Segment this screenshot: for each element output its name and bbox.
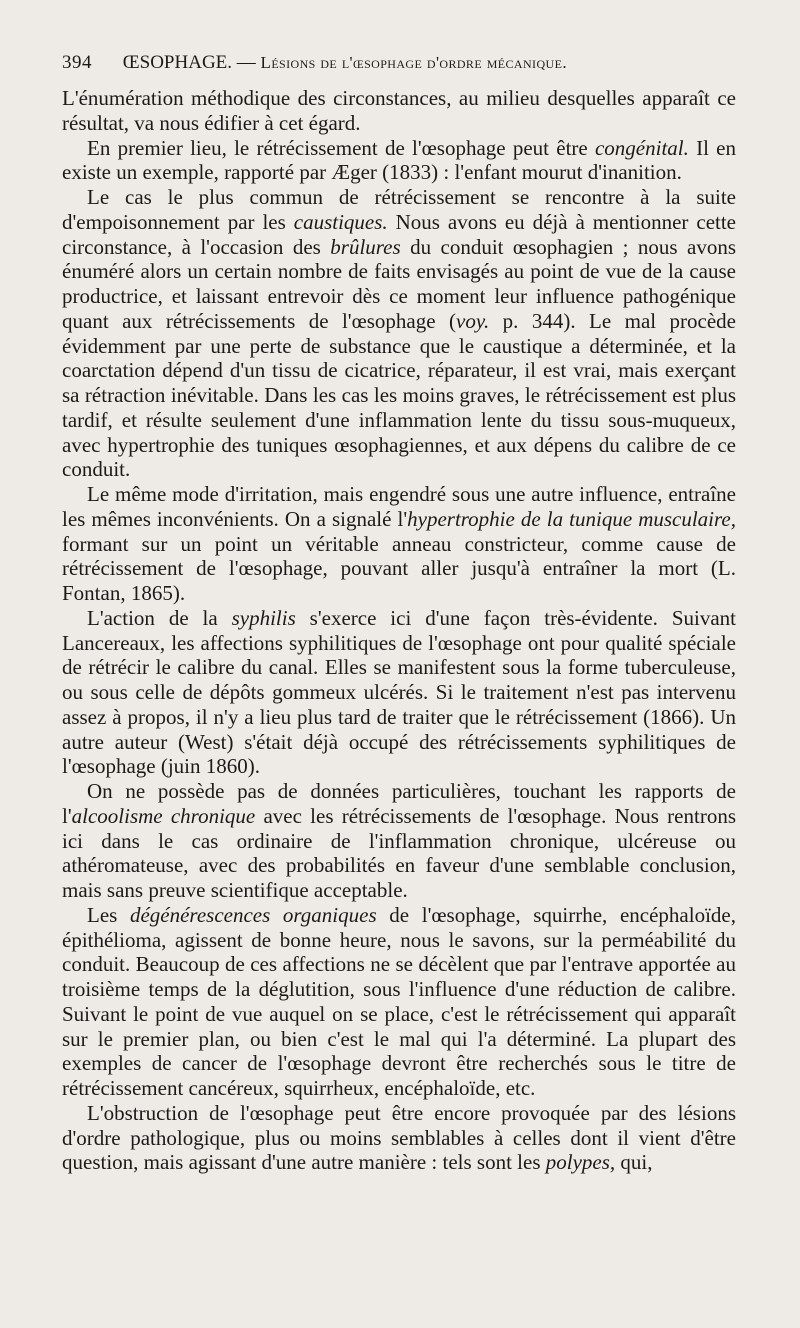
- emphasis-polypes: polypes,: [545, 1150, 616, 1175]
- chapter-title: ŒSOPHAGE.: [122, 52, 233, 73]
- emphasis-degenerescences: dégénérescences organiques: [129, 902, 377, 927]
- page-number: 394: [62, 52, 92, 73]
- running-header: [62, 52, 734, 74]
- emphasis-hypertrophie: hypertrophie de la tunique musculaire,: [407, 506, 736, 531]
- emphasis-alcoolisme: alcoolisme chronique: [71, 803, 256, 828]
- paragraph-6: On ne possède pas de données particulières, touchant les rapports de l'alcoolisme chronique avec les rétrécissements de l'œsophage. Nous rentrons ici dans le cas ordinaire de l'inflammation chronique, ulcéreuse ou athéromateuse, avec des probabilités en faveur d'une semblable conclusion, mais sans preuve scientifique acceptable.: [62, 779, 736, 902]
- emphasis-brulures: brûlures: [330, 234, 401, 259]
- paragraph-8: L'obstruction de l'œsophage peut être encore provoquée par des lésions d'ordre pathologique, plus ou moins semblables à celles dont il vient d'être question, mais agissant d'une autre manière : tels sont les polypes, qui,: [62, 1100, 736, 1175]
- emphasis-voy: voy.: [456, 308, 490, 333]
- running-title: Lésions de l'œsophage d'ordre mécanique.: [260, 53, 567, 72]
- page-body: [62, 86, 736, 1175]
- header-dash: —: [236, 52, 256, 73]
- emphasis-syphilis: syphilis: [231, 605, 296, 630]
- paragraph-1: L'énumération méthodique des circonstances, au milieu desquelles apparaît ce résultat, va nous édifier à cet égard.: [62, 86, 736, 135]
- paragraph-4: Le même mode d'irritation, mais engendré sous une autre influence, entraîne les mêmes inconvénients. On a signalé l'hypertrophie de la tunique musculaire, formant sur un point un véritable anneau constricteur, comme cause de rétrécissement de l'œsophage, pouvant aller jusqu'à entraîner la mort (L. Fontan, 1865).: [62, 482, 736, 605]
- paragraph-5: L'action de la syphilis s'exerce ici d'une façon très-évidente. Suivant Lancereaux, les affections syphilitiques de l'œsophage ont pour qualité spéciale de rétrécir le calibre du canal. Elles se manifestent sous la forme tuberculeuse, ou sous celle de dépôts gommeux ulcérés. Si le traitement n'est pas intervenu assez à propos, il n'y a lieu plus tard de traiter que le rétrécissement (1866). Un autre auteur (West) s'était déjà occupé des rétrécissements syphilitiques de l'œsophage (juin 1860).: [62, 605, 737, 779]
- paragraph-2: En premier lieu, le rétrécissement de l'œsophage peut être congénital. Il en existe un exemple, rapporté par Æger (1833) : l'enfant mourut d'inanition.: [62, 135, 736, 185]
- emphasis-caustiques: caustiques.: [293, 209, 388, 234]
- emphasis-congenital: congénital.: [594, 135, 689, 160]
- paragraph-7: Les dégénérescences organiques de l'œsophage, squirrhe, encéphaloïde, épithélioma, agissent de bonne heure, nous le savons, sur la perméabilité du conduit. Beaucoup de ces affections ne se décèlent que par l'entrave apportée au troisième temps de la déglutition, sous l'influence d'une réduction de calibre. Suivant le point de vue auquel on se place, c'est le rétrécissement qui apparaît sur le premier plan, ou bien c'est le mal qui l'a déterminé. La plupart des exemples de cancer de l'œsophage devront être recherchés sous le titre de rétrécissement cancéreux, squirrheux, encéphaloïde, etc.: [62, 902, 736, 1100]
- paragraph-3: Le cas le plus commun de rétrécissement se rencontre à la suite d'empoisonnement par les caustiques. Nous avons eu déjà à mentionner cette circonstance, à l'occasion des brûlures du conduit œsophagien ; nous avons énuméré alors un certain nombre de faits envisagés au point de vue de la cause productrice, et laissant entrevoir dès ce moment leur influence pathogénique quant aux rétrécissements de l'œsophage (voy. p. 344). Le mal procède évidemment par une perte de substance que le caustique a déterminée, et la coarctation dépend d'un tissu de cicatrice, réparateur, il est vrai, mais exerçant sa rétraction inévitable. Dans les cas les moins graves, le rétrécissement est plus tardif, et résulte seulement d'une inflammation lente du tissu sous-muqueux, avec hypertrophie des tuniques œsophagiennes, et aux dépens du calibre de ce conduit.: [62, 185, 737, 482]
